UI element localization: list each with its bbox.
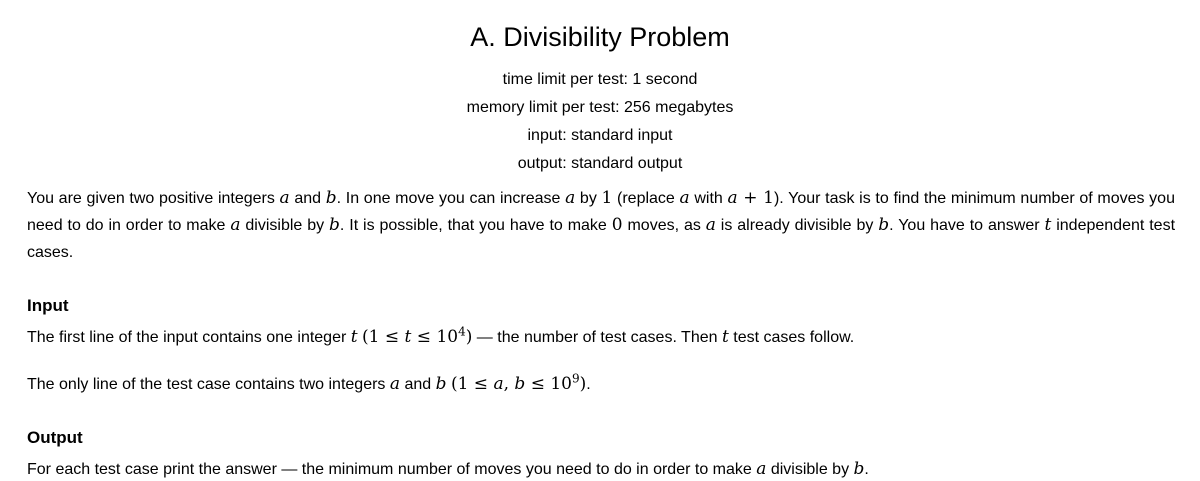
time-limit: time limit per test: 1 second [502, 71, 698, 88]
input-heading: Input [27, 296, 69, 315]
input-paragraph-2: The only line of the test case contains two integers a and b (1 ≤ a, $b \le 10^9$). [27, 371, 591, 394]
input-source: input: standard input [527, 127, 673, 144]
page-title: A. Divisibility Problem [470, 22, 730, 52]
statement-paragraph: You are given two positive integers a and b. In one move you can increase a by 1 (replace a with a + 1). Your task is to find the minimum number of moves you need to do in order to make a divisible by b. It is possible, that you have to make 0 moves, as a is already divisible by b. You have to answer t independent test cases. [27, 188, 1176, 261]
input-paragraph-1: The first line of the input contains one integer t $(1 \le t \le 10^4)$ — the number of test cases. Then t test cases follow. [27, 324, 855, 347]
problem-limits [0, 66, 1200, 178]
output-heading: Output [27, 428, 83, 447]
problem-content [27, 178, 1175, 481]
memory-limit: memory limit per test: 256 megabytes [466, 99, 734, 116]
output-target: output: standard output [517, 155, 683, 172]
output-paragraph: For each test case print the answer — the minimum number of moves you need to do in order to make a divisible by b. [27, 459, 869, 479]
